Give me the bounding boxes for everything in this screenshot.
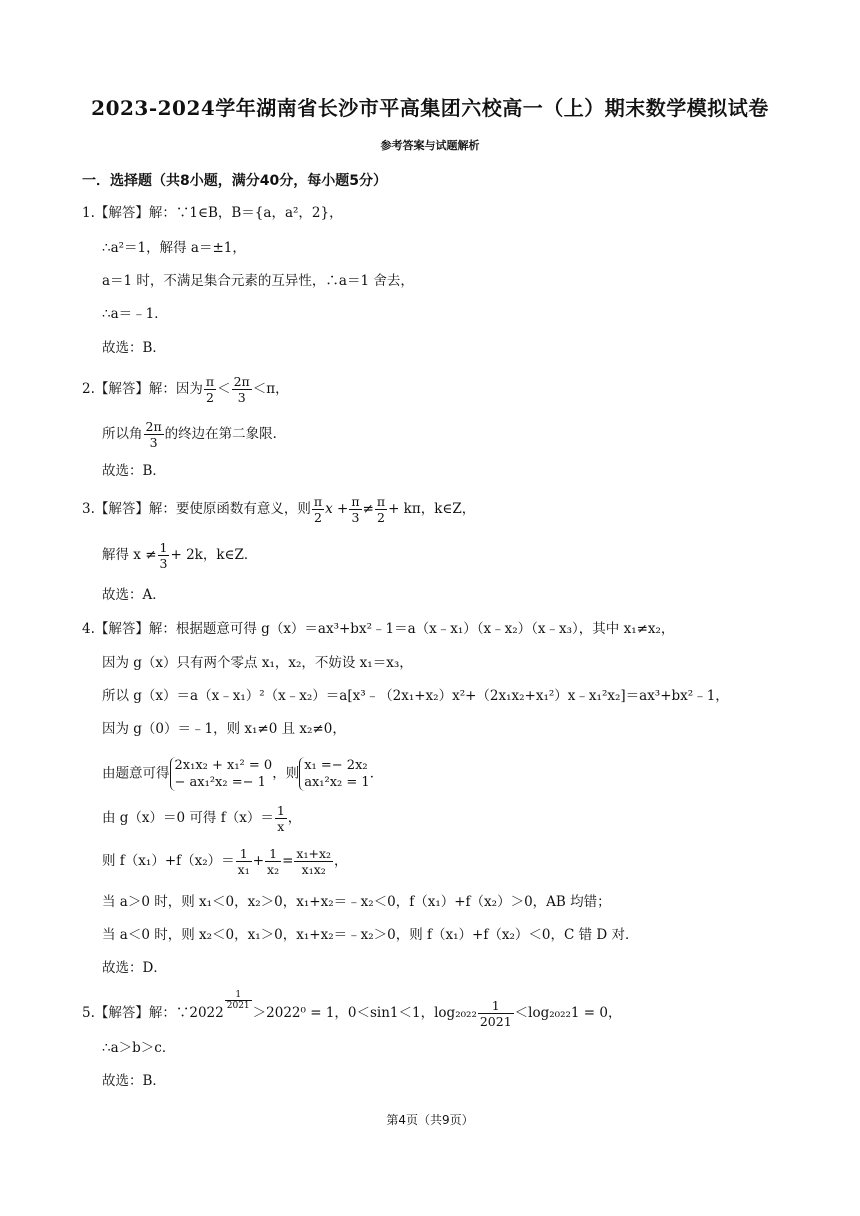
q1-line-2: ∴a²＝1，解得 a＝±1， [102,240,246,256]
q5-exponent: 1 2021 [226,990,250,1011]
page-footer: 第4页（共9页） [386,1113,474,1127]
q2-frac-1: $\frac{\pi}{2}$ [205,374,215,405]
q2-frac-3: $\frac{2\pi}{3}$ [145,419,162,450]
q4-line-6: 由 g（x）＝0 可得 f（x）＝ $\frac{1}{x}$ ， [102,803,302,834]
q4-system-2: x₁ =− 2x₂ ax₁²x₂ = 1 [299,757,369,791]
q3-line-1: 3.【解答】解：要使原函数有意义，则 $\frac{\pi}{2}$ x + $\frac{\pi}{3}$ ≠ $\frac{\pi}{2}$ + kπ，k∈Z， [82,494,476,525]
q1-answer: 故选：B． [102,340,166,356]
q2-line-1 [82,374,289,405]
q5-line-1: 5.【解答】解：∵2022 $^{\frac{1}{2021}}$ ＞2022⁰ = 1，0＜sin1＜1，log₂₀₂₂ $\frac{1}{2021}$ ＜log₂₀₂₂1 = 0， [82,990,622,1029]
q2-text: 2.【解答】解：因为 [82,381,203,397]
q4-line-2: 因为 g（x）只有两个零点 x₁，x₂，不妨设 x₁＝x₃， [102,655,413,671]
q4-line-9: 当 a＜0 时，则 x₂＜0，x₁＞0，x₁+x₂＝﹣x₂＞0，则 f（x₁）+f（x₂）＜0，C 错 D 对． [102,927,639,943]
q5-line-2: ∴a＞b＞c． [102,1040,176,1056]
q2-answer: 故选：B． [102,463,166,479]
q4-system-1: 2x₁x₂ + x₁² = 0 − ax₁²x₂ =− 1 [170,757,273,791]
section-heading: 一．选择题（共8小题，满分40分，每小题5分） [82,173,387,189]
q4-line-3: 所以 g（x）＝a（x﹣x₁）²（x﹣x₂）＝a[x³﹣（2x₁+x₂）x²+（2x₁x₂+x₁²）x﹣x₁²x₂]＝ax³+bx²﹣1， [102,688,729,704]
q2-lt-pi: ＜π， [252,381,289,397]
q3-answer: 故选：A． [102,587,166,603]
q1-line-4: ∴a＝﹣1． [102,306,168,322]
q2-frac-2: $\frac{2\pi}{3}$ [233,374,250,405]
q4-answer: 故选：D． [102,960,167,976]
q4-line-5: 由题意可得 2x₁x₂ + x₁² = 0 − ax₁²x₂ =− 1 ，则 x₁ =− 2x₂ ax₁²x₂ = 1 ． [102,758,384,790]
q2-lt: ＜ [217,381,231,397]
q3-line-2: 解得 x ≠ $\frac{1}{3}$ + 2k，k∈Z． [102,540,258,571]
q4-line-4: 因为 g（0）＝﹣1，则 x₁≠0 且 x₂≠0， [102,721,346,737]
page-title: 2023-2024学年湖南省长沙市平高集团六校高一（上）期末数学模拟试卷 [91,96,769,120]
q2-line-2: 所以角 $\frac{2\pi}{3}$ 的终边在第二象限． [102,419,287,450]
q4-line-7: 则 f（x₁）+f（x₂）＝ $\frac{1}{\text{x₁}}$ + $\frac{1}{\text{x₂}}$ = $\frac{\text{x₁+x₂}}{\text{x₁x₂}}$ ， [102,846,348,877]
q1-line-3: a＝1 时，不满足集合元素的互异性，∴a＝1 舍去， [102,273,414,289]
page-subtitle: 参考答案与试题解析 [380,139,480,152]
q4-line-1: 4.【解答】解：根据题意可得 g（x）＝ax³+bx²﹣1＝a（x﹣x₁）（x﹣x₂）（x﹣x₃），其中 x₁≠x₂， [82,621,675,637]
q4-line-8: 当 a＞0 时，则 x₁＜0，x₂＞0，x₁+x₂＝﹣x₂＜0，f（x₁）+f（x₂）＞0，AB 均错； [102,894,611,910]
q1-line-1: 1.【解答】解：∵1∈B，B＝{a，a²，2}， [82,205,343,221]
q5-answer: 故选：B． [102,1073,166,1089]
